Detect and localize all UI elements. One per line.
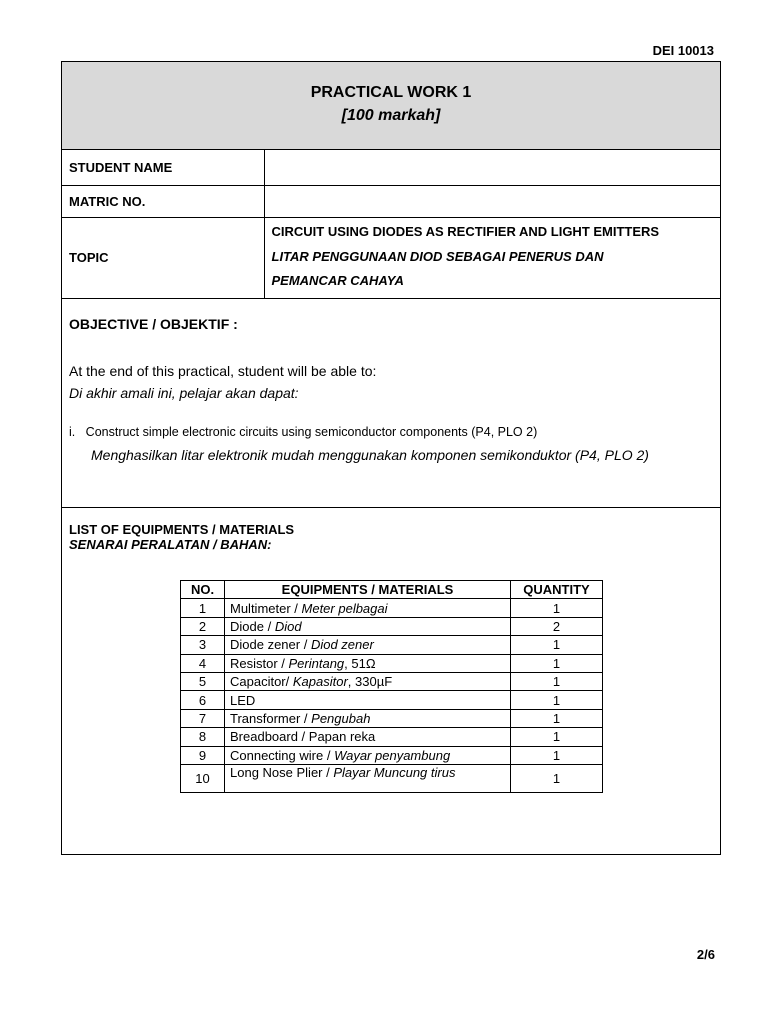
row-quantity: 1 <box>511 709 603 727</box>
table-row <box>181 764 603 792</box>
topic-malay-line2: PEMANCAR CAHAYA <box>271 273 404 288</box>
row-number: 10 <box>181 764 225 792</box>
table-row <box>181 728 603 746</box>
row-number: 1 <box>181 599 225 617</box>
practical-form <box>61 61 721 855</box>
table-row <box>181 709 603 727</box>
document-code: DEI 10013 <box>652 43 714 58</box>
table-row <box>181 654 603 672</box>
column-header-equipment: EQUIPMENTS / MATERIALS <box>225 581 511 599</box>
equipment-name: Multimeter / Meter pelbagai <box>225 599 511 617</box>
equipment-name: LED <box>225 691 511 709</box>
page-title: PRACTICAL WORK 1 <box>310 84 472 101</box>
equipment-name: Connecting wire / Wayar penyambung <box>225 746 511 764</box>
topic-english: CIRCUIT USING DIODES AS RECTIFIER AND LIGHT EMITTERS <box>271 224 660 239</box>
objective-section <box>62 299 720 508</box>
row-quantity: 1 <box>511 728 603 746</box>
materials-heading-english: LIST OF EQUIPMENTS / MATERIALS <box>69 521 295 537</box>
matric-field[interactable] <box>264 185 720 217</box>
student-info-table <box>62 150 720 299</box>
table-row <box>181 599 603 617</box>
student-name-label: STUDENT NAME <box>62 150 264 185</box>
row-quantity: 1 <box>511 636 603 654</box>
row-quantity: 1 <box>511 654 603 672</box>
row-quantity: 1 <box>511 764 603 792</box>
row-number: 7 <box>181 709 225 727</box>
materials-heading-malay: SENARAI PERALATAN / BAHAN: <box>69 536 272 552</box>
row-number: 2 <box>181 617 225 635</box>
objective-intro-malay: Di akhir amali ini, pelajar akan dapat: <box>69 384 299 401</box>
topic-label: TOPIC <box>62 217 264 298</box>
objective-item-english: i. Construct simple electronic circuits using semiconductor components (P4, PLO 2) <box>69 424 538 439</box>
page-number: 2/6 <box>696 947 715 962</box>
table-row <box>181 746 603 764</box>
row-number: 5 <box>181 672 225 690</box>
table-row <box>181 636 603 654</box>
equipment-name: Capacitor/ Kapasitor, 330µF <box>225 672 511 690</box>
equipment-name: Long Nose Plier / Playar Muncung tirus <box>225 764 511 792</box>
row-quantity: 1 <box>511 599 603 617</box>
equipment-table <box>180 580 603 793</box>
equipment-name: Diode / Diod <box>225 617 511 635</box>
table-row <box>181 672 603 690</box>
row-number: 4 <box>181 654 225 672</box>
topic-malay <box>272 245 721 293</box>
materials-section <box>62 508 720 552</box>
equipment-name: Diode zener / Diod zener <box>225 636 511 654</box>
objective-intro-english: At the end of this practical, student will be able to: <box>69 362 377 379</box>
column-header-no: NO. <box>181 581 225 599</box>
row-number: 8 <box>181 728 225 746</box>
row-quantity: 1 <box>511 691 603 709</box>
marks-subtitle: [100 markah] <box>341 107 441 124</box>
equipment-name: Transformer / Pengubah <box>225 709 511 727</box>
row-number: 9 <box>181 746 225 764</box>
topic-row <box>62 217 720 298</box>
student-name-row <box>62 150 720 185</box>
objective-item-malay: Menghasilkan litar elektronik mudah menggunakan komponen semikonduktor (P4, PLO 2) <box>91 446 649 463</box>
row-number: 6 <box>181 691 225 709</box>
table-row <box>181 691 603 709</box>
row-number: 3 <box>181 636 225 654</box>
student-name-field[interactable] <box>264 150 720 185</box>
form-header <box>62 62 720 150</box>
matric-row <box>62 185 720 217</box>
equipment-header-row <box>181 581 603 599</box>
matric-label: MATRIC NO. <box>62 185 264 217</box>
topic-malay-line1: LITAR PENGGUNAAN DIOD SEBAGAI PENERUS DAN <box>271 249 604 264</box>
objective-heading: OBJECTIVE / OBJEKTIF : <box>69 315 238 332</box>
table-row <box>181 617 603 635</box>
row-quantity: 1 <box>511 672 603 690</box>
equipment-name: Breadboard / Papan reka <box>225 728 511 746</box>
equipment-name: Resistor / Perintang, 51Ω <box>225 654 511 672</box>
column-header-quantity: QUANTITY <box>511 581 603 599</box>
topic-value <box>264 217 720 298</box>
row-quantity: 2 <box>511 617 603 635</box>
row-quantity: 1 <box>511 746 603 764</box>
